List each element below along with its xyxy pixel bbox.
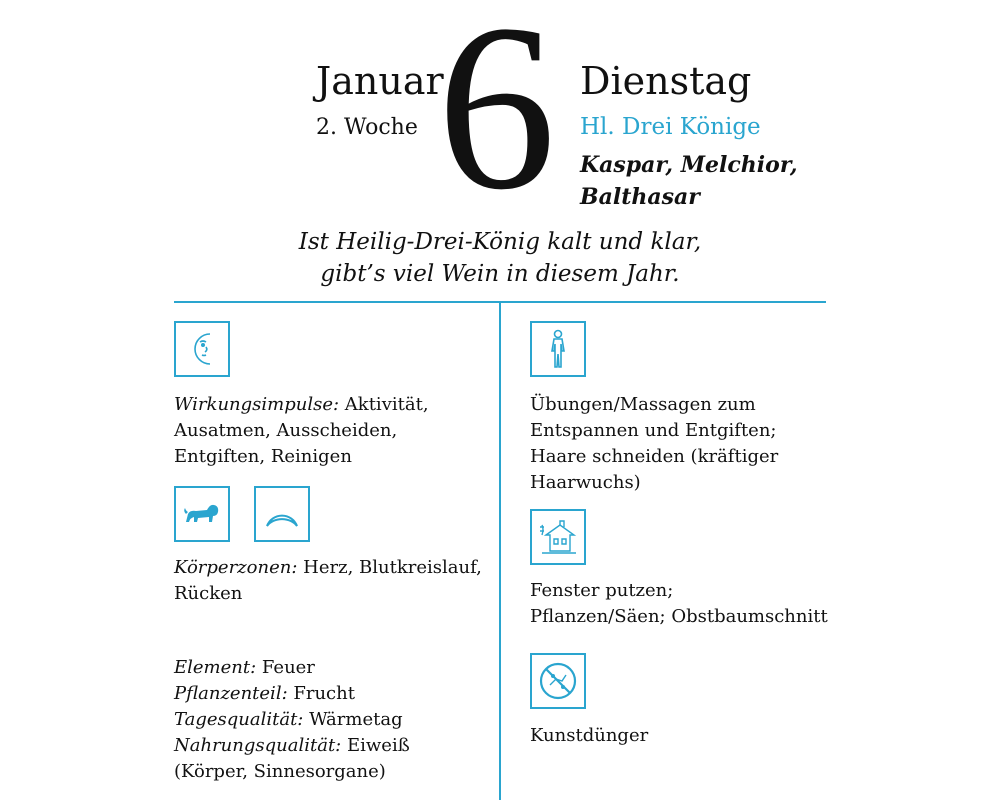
zones-label: Körperzonen: [174,557,298,578]
zones-text [174,555,482,607]
house-garden-icon [530,509,586,565]
body-care-line: Entspannen und Entgiften; [530,420,777,441]
garden-line: Pflanzen/Säen; Obstbaumschnitt [530,606,828,627]
element-value: Feuer [261,657,315,678]
body-care-line: Übungen/Massagen zum [530,394,756,415]
impulse-text [174,392,429,470]
body-care-line: Haare schneiden (kräftiger [530,446,779,467]
garden-line: Fenster putzen; [530,580,674,601]
month-label: Januar [316,59,444,103]
foodquality-label: Nahrungsqualität: [174,735,342,756]
garden-text [530,578,828,630]
body-care-line: Haarwuchs) [530,472,641,493]
avoid-line: Kunstdünger [530,725,649,746]
impulse-value: Aktivität, [344,394,429,415]
crescent-icon [254,486,310,542]
vertical-divider [499,302,501,800]
no-fertilizer-icon [530,653,586,709]
zones-value: Rücken [174,583,243,604]
human-figure-icon [530,321,586,377]
proverb-line: gibt’s viel Wein in diesem Jahr. [320,261,680,287]
saints-names [580,149,840,213]
week-label: 2. Woche [316,115,418,140]
weekday-label: Dienstag [580,59,752,103]
foodquality-detail: (Körper, Sinnesorgane) [174,761,386,782]
moon-face-icon [174,321,230,377]
plantpart-value: Frucht [293,683,355,704]
dayquality-value: Wärmetag [309,709,403,730]
saints-line: Kaspar, Melchior, [580,152,798,178]
avoid-text [530,723,648,749]
holiday-name: Hl. Drei Könige [580,114,761,140]
foodquality-value: Eiweiß [346,735,410,756]
body-care-text [530,392,778,496]
impulse-value: Ausatmen, Ausscheiden, [174,420,398,441]
zones-value: Herz, Blutkreislauf, [303,557,482,578]
proverb-line: Ist Heilig-Drei-König kalt und klar, [298,229,702,255]
properties-text [174,655,410,785]
impulse-value: Entgiften, Reinigen [174,446,352,467]
impulse-label: Wirkungsimpulse: [174,394,340,415]
saints-line: Balthasar [580,184,700,210]
element-label: Element: [174,657,257,678]
plantpart-label: Pflanzenteil: [174,683,288,704]
lion-icon [174,486,230,542]
dayquality-label: Tagesqualität: [174,709,304,730]
day-number: 6 [437,0,556,239]
